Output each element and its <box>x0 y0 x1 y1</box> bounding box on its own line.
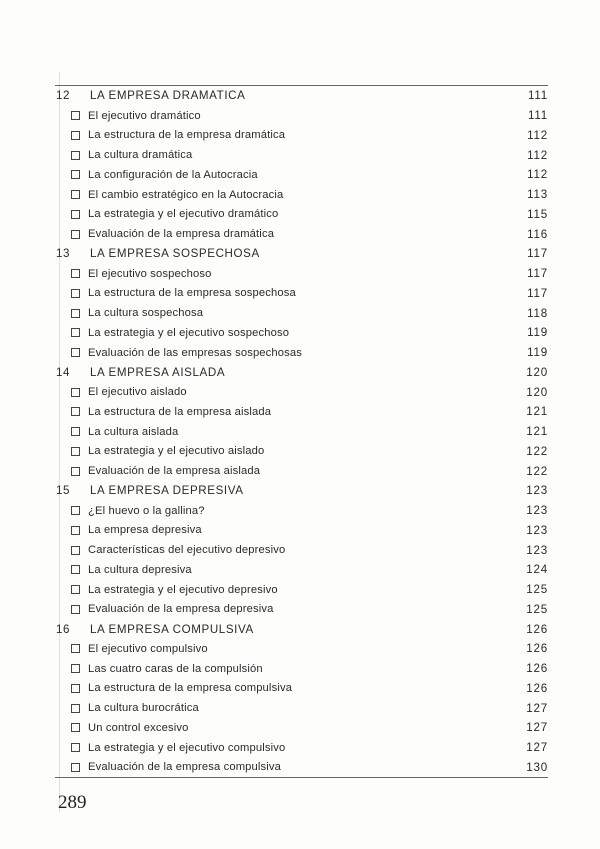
toc-chapter-row <box>55 481 548 501</box>
checkbox-bullet-icon <box>71 467 80 476</box>
page-reference: 111 <box>527 109 548 123</box>
chapter-number: 13 <box>56 247 71 261</box>
toc-section-row <box>55 284 548 304</box>
section-title: Evaluación de la empresa compulsiva <box>88 761 282 774</box>
section-title: Evaluación de las empresas sospechosas <box>88 346 303 359</box>
checkbox-bullet-icon <box>71 289 80 298</box>
page-reference: 121 <box>526 405 548 419</box>
toc-section-row <box>55 205 548 225</box>
section-title: La estructura de la empresa aislada <box>88 405 272 418</box>
toc-section-row <box>55 224 548 244</box>
page-reference: 123 <box>526 523 548 537</box>
checkbox-bullet-icon <box>71 151 80 160</box>
section-title: La cultura dramática <box>88 149 193 162</box>
toc-chapter-row <box>55 244 548 264</box>
checkbox-bullet-icon <box>71 743 80 752</box>
section-title: Evaluación de la empresa depresiva <box>88 603 274 616</box>
checkbox-bullet-icon <box>71 131 80 140</box>
page-reference: 125 <box>526 583 548 597</box>
page-reference: 120 <box>526 365 548 379</box>
checkbox-bullet-icon <box>71 210 80 219</box>
toc-chapter-row <box>55 363 548 383</box>
page-reference: 112 <box>527 168 548 182</box>
chapter-title: LA EMPRESA DRAMATICA <box>90 89 246 103</box>
section-title: La estructura de la empresa compulsiva <box>88 682 293 695</box>
toc-section-row <box>55 738 548 758</box>
section-title: El ejecutivo aislado <box>88 386 187 399</box>
page-reference: 126 <box>526 662 548 676</box>
checkbox-bullet-icon <box>71 230 80 239</box>
section-title: La estrategia y el ejecutivo sospechoso <box>88 326 290 339</box>
checkbox-bullet-icon <box>71 348 80 357</box>
page-reference: 123 <box>526 504 548 518</box>
page-reference: 112 <box>527 148 548 162</box>
section-title: La cultura aislada <box>88 425 179 438</box>
section-title: ¿El huevo o la gallina? <box>88 504 205 517</box>
checkbox-bullet-icon <box>71 526 80 535</box>
toc-section-row <box>55 679 548 699</box>
section-title: El ejecutivo dramático <box>88 109 201 122</box>
checkbox-bullet-icon <box>71 269 80 278</box>
page-reference: 118 <box>527 306 548 320</box>
page-reference: 119 <box>527 326 548 340</box>
section-title: La estrategia y el ejecutivo dramático <box>88 208 279 221</box>
section-title: Evaluación de la empresa aislada <box>88 465 261 478</box>
page-reference: 124 <box>526 563 548 577</box>
toc-section-row <box>55 758 548 778</box>
page-reference: 126 <box>526 642 548 656</box>
checkbox-bullet-icon <box>71 664 80 673</box>
page-reference: 117 <box>527 286 548 300</box>
toc-section-row <box>55 185 548 205</box>
section-title: Las cuatro caras de la compulsión <box>88 662 263 675</box>
checkbox-bullet-icon <box>71 447 80 456</box>
page-reference: 121 <box>526 425 548 439</box>
page-reference: 130 <box>526 760 548 774</box>
toc-section-row <box>55 560 548 580</box>
checkbox-bullet-icon <box>71 684 80 693</box>
chapter-number: 16 <box>56 622 71 636</box>
section-title: La configuración de la Autocracia <box>88 168 258 181</box>
chapter-number: 14 <box>56 365 71 379</box>
page-reference: 126 <box>526 622 548 636</box>
toc-section-row <box>55 540 548 560</box>
toc-section-row <box>55 422 548 442</box>
page-reference: 127 <box>526 721 548 735</box>
toc-section-row <box>55 382 548 402</box>
toc-section-row <box>55 442 548 462</box>
section-title: La cultura sospechosa <box>88 307 204 320</box>
chapter-title: LA EMPRESA SOSPECHOSA <box>90 247 260 261</box>
toc-section-row <box>55 501 548 521</box>
toc-section-row <box>55 521 548 541</box>
checkbox-bullet-icon <box>71 388 80 397</box>
toc-section-row <box>55 264 548 284</box>
page-reference: 112 <box>527 128 548 142</box>
page-number: 289 <box>58 792 87 813</box>
toc-section-row <box>55 402 548 422</box>
chapter-title: LA EMPRESA COMPULSIVA <box>90 622 254 636</box>
toc-chapter-row <box>55 86 548 106</box>
page-reference: 122 <box>526 464 548 478</box>
chapter-title: LA EMPRESA DEPRESIVA <box>90 484 244 498</box>
checkbox-bullet-icon <box>71 190 80 199</box>
toc-section-row <box>55 639 548 659</box>
checkbox-bullet-icon <box>71 546 80 555</box>
chapter-title: LA EMPRESA AISLADA <box>90 365 226 379</box>
checkbox-bullet-icon <box>71 565 80 574</box>
page-reference: 122 <box>526 444 548 458</box>
toc-section-row <box>55 659 548 679</box>
page-reference: 127 <box>526 741 548 755</box>
page-reference: 115 <box>527 207 548 221</box>
toc-section-row <box>55 343 548 363</box>
checkbox-bullet-icon <box>71 407 80 416</box>
page-reference: 119 <box>527 346 548 360</box>
page-reference: 126 <box>526 681 548 695</box>
toc-section-row <box>55 718 548 738</box>
toc-section-row <box>55 600 548 620</box>
section-title: La estrategia y el ejecutivo aislado <box>88 445 265 458</box>
chapter-number: 15 <box>56 484 71 498</box>
section-title: La cultura depresiva <box>88 563 192 576</box>
section-title: La empresa depresiva <box>88 524 202 537</box>
checkbox-bullet-icon <box>71 111 80 120</box>
checkbox-bullet-icon <box>71 605 80 614</box>
section-title: El cambio estratégico en la Autocracia <box>88 188 284 201</box>
section-title: El ejecutivo sospechoso <box>88 267 212 280</box>
toc-section-row <box>55 580 548 600</box>
checkbox-bullet-icon <box>71 644 80 653</box>
toc-section-row <box>55 303 548 323</box>
page-reference: 127 <box>526 701 548 715</box>
page-reference: 111 <box>527 89 548 103</box>
toc-section-row <box>55 106 548 126</box>
toc-section-row <box>55 126 548 146</box>
checkbox-bullet-icon <box>71 704 80 713</box>
toc-chapter-row <box>55 619 548 639</box>
checkbox-bullet-icon <box>71 763 80 772</box>
toc-section-row <box>55 145 548 165</box>
toc-section-row <box>55 323 548 343</box>
section-title: La estructura de la empresa sospechosa <box>88 287 296 300</box>
page-reference: 123 <box>526 484 548 498</box>
toc-section-row <box>55 165 548 185</box>
page-reference: 117 <box>527 267 548 281</box>
section-title: Un control excesivo <box>88 721 189 734</box>
section-title: La estructura de la empresa dramática <box>88 129 286 142</box>
section-title: Características del ejecutivo depresivo <box>88 544 286 557</box>
section-title: El ejecutivo compulsivo <box>88 642 208 655</box>
page-reference: 117 <box>527 247 548 261</box>
checkbox-bullet-icon <box>71 170 80 179</box>
checkbox-bullet-icon <box>71 427 80 436</box>
checkbox-bullet-icon <box>71 506 80 515</box>
checkbox-bullet-icon <box>71 309 80 318</box>
section-title: La estrategia y el ejecutivo compulsivo <box>88 741 286 754</box>
toc-section-row <box>55 461 548 481</box>
checkbox-bullet-icon <box>71 328 80 337</box>
checkbox-bullet-icon <box>71 723 80 732</box>
checkbox-bullet-icon <box>71 585 80 594</box>
section-title: La estrategia y el ejecutivo depresivo <box>88 583 278 596</box>
page-reference: 125 <box>526 602 548 616</box>
chapter-number: 12 <box>56 89 71 103</box>
table-of-contents <box>55 85 548 778</box>
toc-section-row <box>55 698 548 718</box>
section-title: La cultura burocrática <box>88 702 199 715</box>
page-reference: 123 <box>526 543 548 557</box>
page-reference: 116 <box>527 227 548 241</box>
page-reference: 120 <box>526 385 548 399</box>
page-reference: 113 <box>527 188 548 202</box>
section-title: Evaluación de la empresa dramática <box>88 228 275 241</box>
